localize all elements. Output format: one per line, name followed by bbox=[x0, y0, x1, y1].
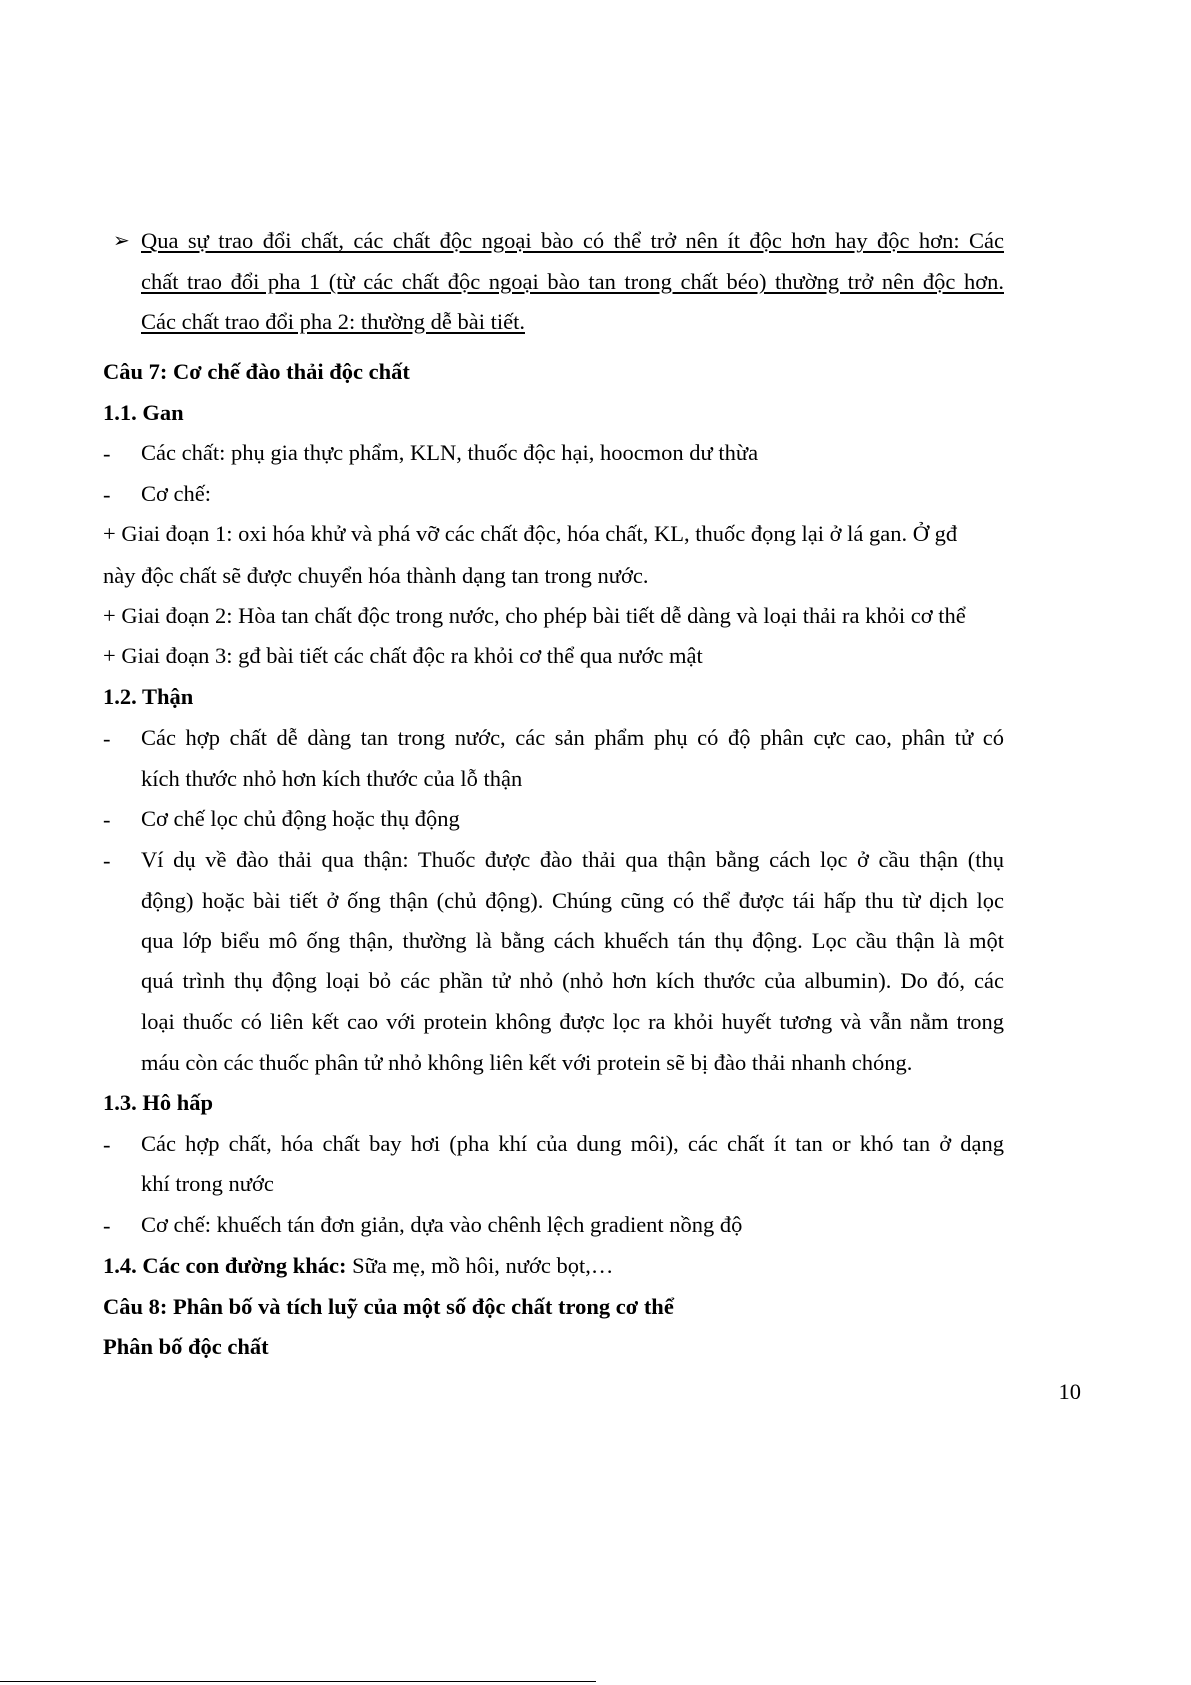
section-hohap-heading: 1.3. Hô hấp bbox=[103, 1090, 214, 1115]
gan-stage-1-line-2: này độc chất sẽ được chuyển hóa thành dạng tan trong nước. bbox=[103, 563, 649, 588]
dash-bullet: - bbox=[103, 441, 111, 466]
section-than-heading: 1.2. Thận bbox=[103, 684, 194, 709]
footer-divider bbox=[0, 1681, 596, 1682]
dash-bullet: - bbox=[103, 848, 111, 873]
than-item-1-line-1: Các hợp chất dễ dàng tan trong nước, các sản phẩm phụ có độ phân cực cao, phân tử có bbox=[141, 725, 1004, 750]
section-other-heading: 1.4. Các con đường khác: bbox=[103, 1253, 347, 1278]
intro-line-3: Các chất trao đổi pha 2: thường dễ bài tiết. bbox=[141, 309, 525, 334]
dash-bullet: - bbox=[103, 1213, 111, 1238]
question-8-subheading: Phân bố độc chất bbox=[103, 1334, 269, 1359]
intro-line-1: Qua sự trao đổi chất, các chất độc ngoại bào có thể trở nên ít độc hơn hay độc hơn: Các bbox=[141, 228, 1004, 253]
intro-line-2: chất trao đổi pha 1 (từ các chất độc ngoại bào tan trong chất béo) thường trở nên độc hơn. bbox=[141, 269, 1004, 294]
than-item-3-line-2: động) hoặc bài tiết ở ống thận (chủ động). Chúng cũng có thể được tái hấp thu từ dịch lọc bbox=[141, 888, 1004, 913]
question-7-title: Câu 7: Cơ chế đào thải độc chất bbox=[103, 359, 410, 384]
hohap-item-1-line-2: khí trong nước bbox=[141, 1171, 274, 1196]
dash-bullet: - bbox=[103, 726, 111, 751]
than-item-3-line-4: quá trình thụ động loại bỏ các phần tử nhỏ (nhỏ hơn kích thước của albumin). Do đó, các bbox=[141, 968, 1004, 993]
dash-bullet: - bbox=[103, 482, 111, 507]
dash-bullet: - bbox=[103, 1132, 111, 1157]
gan-stage-1-line-1: + Giai đoạn 1: oxi hóa khử và phá vỡ các chất độc, hóa chất, KL, thuốc đọng lại ở lá gan. Ở gđ bbox=[103, 521, 958, 546]
gan-stage-2: + Giai đoạn 2: Hòa tan chất độc trong nước, cho phép bài tiết dễ dàng và loại thải ra khỏi cơ thể bbox=[103, 603, 966, 628]
than-item-3-line-1: Ví dụ về đào thải qua thận: Thuốc được đào thải qua thận bằng cách lọc ở cầu thận (thụ bbox=[141, 847, 1004, 872]
section-other-text: Sữa mẹ, mồ hôi, nước bọt,… bbox=[346, 1253, 614, 1278]
gan-stage-3: + Giai đoạn 3: gđ bài tiết các chất độc ra khỏi cơ thể qua nước mật bbox=[103, 643, 703, 668]
section-gan-heading: 1.1. Gan bbox=[103, 400, 184, 425]
than-item-3-line-3: qua lớp biểu mô ống thận, thường là bằng cách khuếch tán thụ động. Lọc cầu thận là một bbox=[141, 928, 1004, 953]
gan-item-2: Cơ chế: bbox=[141, 481, 212, 506]
hohap-item-2: Cơ chế: khuếch tán đơn giản, dựa vào chênh lệch gradient nồng độ bbox=[141, 1212, 743, 1237]
than-item-2: Cơ chế lọc chủ động hoặc thụ động bbox=[141, 806, 460, 831]
question-8-title: Câu 8: Phân bố và tích luỹ của một số độc chất trong cơ thể bbox=[103, 1294, 674, 1319]
than-item-3-line-6: máu còn các thuốc phân tử nhỏ không liên kết với protein sẽ bị đào thải nhanh chóng. bbox=[141, 1050, 913, 1075]
page-number: 10 bbox=[1058, 1379, 1081, 1404]
gan-item-1: Các chất: phụ gia thực phẩm, KLN, thuốc độc hại, hoocmon dư thừa bbox=[141, 440, 759, 465]
hohap-item-1-line-1: Các hợp chất, hóa chất bay hơi (pha khí của dung môi), các chất ít tan or khó tan ở dạng bbox=[141, 1131, 1004, 1156]
section-other-routes bbox=[103, 1251, 613, 1281]
arrow-bullet-icon: ➢ bbox=[113, 230, 130, 252]
than-item-3-line-5: loại thuốc có liên kết cao với protein không được lọc ra khỏi huyết tương và vẫn nằm trong bbox=[141, 1009, 1004, 1034]
than-item-1-line-2: kích thước nhỏ hơn kích thước của lỗ thận bbox=[141, 766, 523, 791]
dash-bullet: - bbox=[103, 807, 111, 832]
